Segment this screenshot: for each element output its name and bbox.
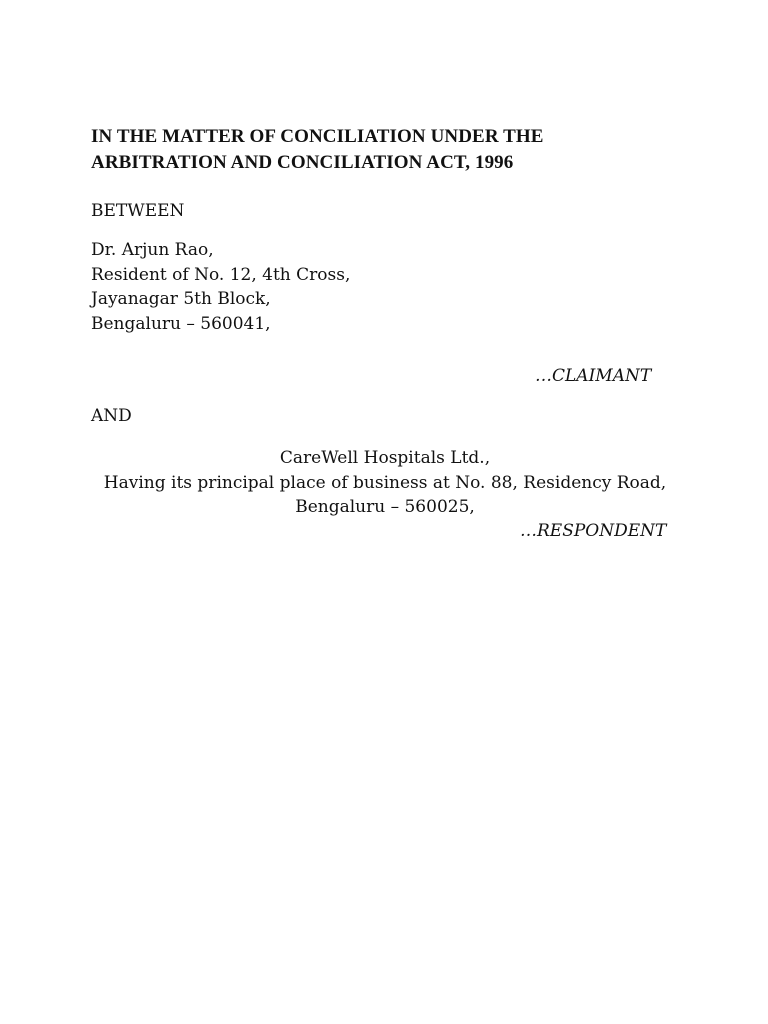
and-label: AND (91, 406, 132, 426)
between-label: BETWEEN (91, 201, 185, 221)
respondent-address-line-2: Bengaluru – 560025, (295, 497, 475, 517)
document-heading (91, 124, 711, 176)
respondent-details (91, 446, 679, 520)
claimant-name: Dr. Arjun Rao, (91, 240, 214, 260)
claimant-details (91, 238, 350, 336)
claimant-address-line-1: Resident of No. 12, 4th Cross, (91, 264, 351, 285)
heading-line-1: IN THE MATTER OF CONCILIATION UNDER THE (91, 126, 544, 147)
claimant-address-line-2: Jayanagar 5th Block, (91, 289, 271, 309)
claimant-role-label: …CLAIMANT (535, 366, 652, 386)
respondent-address-line-1: Having its principal place of business at No. 88, Residency Road, (103, 472, 667, 493)
respondent-role-label: …RESPONDENT (520, 521, 667, 541)
respondent-name: CareWell Hospitals Ltd., (279, 448, 491, 468)
heading-line-2: ARBITRATION AND CONCILIATION ACT, 1996 (91, 152, 514, 173)
claimant-address-line-3: Bengaluru – 560041, (91, 313, 271, 334)
